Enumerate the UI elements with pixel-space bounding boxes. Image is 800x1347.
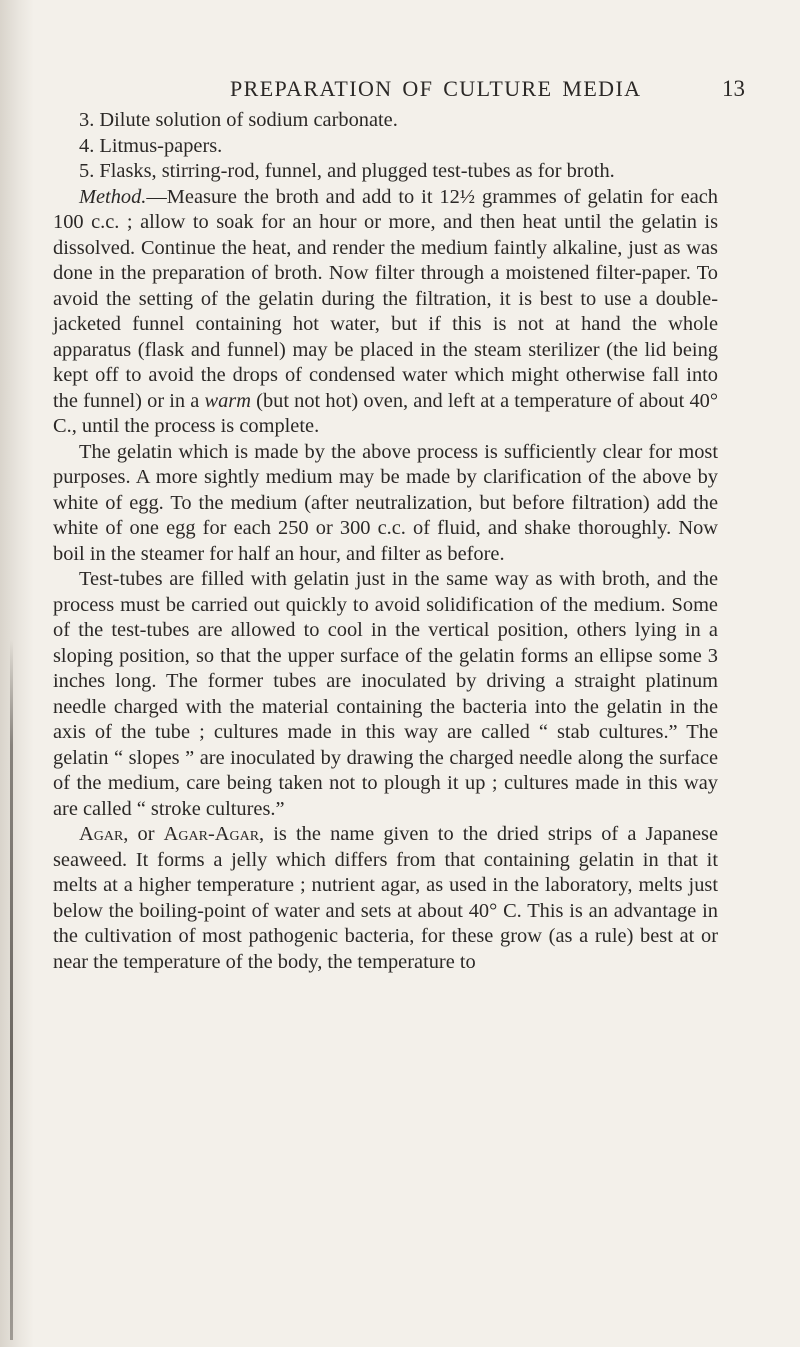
running-title: PREPARATION OF CULTURE MEDIA: [230, 76, 642, 101]
clarification-paragraph: The gelatin which is made by the above process is sufficiently clear for most purposes. A more sightly medium may be made by clarification of the above by white of egg. To the medium (after neutralization, but before filtration) add the white of one egg for each 250 or 300 c.c. of fluid, and shake thoroughly. Now boil in the steamer for half an hour, and filter as before.: [53, 440, 718, 565]
page-number: 13: [722, 76, 745, 101]
agar-mid: , or: [123, 823, 164, 845]
method-text-after: (but not hot) oven, and left at a temperature of about 40° C., until the process is complete.: [53, 389, 718, 437]
method-text: —Measure the broth and add to it 12½ grammes of gelatin for each 100 c.c. ; allow to soak for an hour or more, and then heat until the gelatin is dissolved. Continue the heat, and render the medium faintly alkaline, just as was done in the preparation of broth. Now filter through a moistened filter-paper. To avoid the setting of the gelatin during the filtration, it is best to use a double-jacketed funnel containing hot water, but if this is not at hand the whole apparatus (flask and funnel) may be placed in the steam sterilizer (the lid being kept off to avoid the drops of condensed water which might otherwise fall into the funnel) or in a: [53, 185, 718, 412]
page-header: [0, 76, 800, 106]
method-paragraph: [53, 185, 718, 440]
page-body: [53, 108, 718, 975]
agar-text: , is the name given to the dried strips of a Japanese seaweed. It forms a jelly which differs from that containing gelatin in that it melts at a higher temperature ; nutrient agar, as used in the laboratory, melts just below the boiling-point of water and sets at about 40° C. This is an advantage in the cultivation of most pathogenic bacteria, for these grow (as a rule) best at or near the temperature of the body, the temperature to: [53, 823, 719, 973]
agar-agar-term: Agar-Agar: [163, 823, 260, 845]
list-item: 3. Dilute solution of sodium carbonate.: [79, 109, 398, 131]
method-emphasis: warm: [204, 389, 251, 412]
binding-edge-mark: [10, 640, 13, 1340]
page-gutter-shadow: [0, 0, 34, 1347]
list-item: 4. Litmus-papers.: [79, 134, 223, 157]
agar-paragraph: [53, 822, 718, 975]
test-tubes-paragraph: Test-tubes are filled with gelatin just in the same way as with broth, and the process must be carried out quickly to avoid solidification of the medium. Some of the test-tubes are allowed to cool in the vertical position, others lying in a sloping position, so that the upper surface of the gelatin forms an ellipse some 3 inches long. The former tubes are inoculated by driving a straight platinum needle charged with the material containing the bacteria into the gelatin in the axis of the tube ; cultures made in this way are called “ stab cultures.” The gelatin “ slopes ” are inoculated by drawing the charged needle along the surface of the medium, care being taken not to plough it up ; cultures made in this way are called “ stroke cultures.”: [53, 568, 718, 820]
list-item: 5. Flasks, stirring-rod, funnel, and plugged test-tubes as for broth.: [79, 160, 615, 182]
method-label: Method.: [79, 185, 147, 208]
agar-term: Agar: [79, 823, 124, 845]
